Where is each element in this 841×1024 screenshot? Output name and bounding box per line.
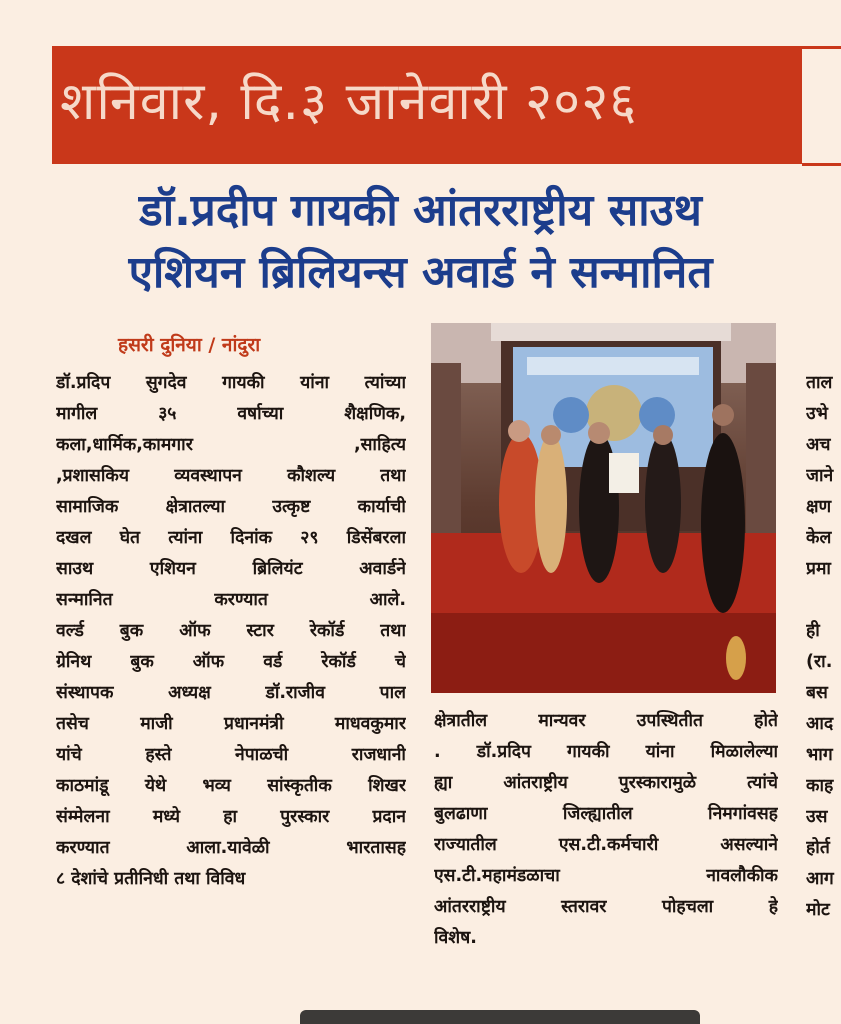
text-line: सन्मानित करण्यात आले. (56, 590, 406, 610)
text-line: क्षेत्रातील मान्यवर उपस्थितीत होते (434, 711, 778, 731)
text-line: जाने (806, 466, 834, 486)
headline-line-1: डॉ.प्रदीप गायकी आंतरराष्ट्रीय साउथ (139, 185, 702, 236)
text-line: विशेष. (434, 928, 477, 948)
text-line: करण्यात आला.यावेळी भारतासह (56, 838, 406, 858)
text-line: तसेच माजी प्रधानमंत्री माधवकुमार (56, 714, 406, 734)
text-line: अच (806, 435, 831, 455)
text-line: केल (806, 528, 832, 548)
text-line: ताल (806, 373, 833, 393)
text-line: ही (806, 621, 820, 641)
text-line: आग (806, 869, 834, 889)
text-line: होर्त (806, 838, 830, 858)
text-line: संस्थापक अध्यक्ष डॉ.राजीव पाल (56, 683, 406, 703)
article-column-1 (56, 368, 406, 895)
next-headline-fragment (300, 1010, 700, 1024)
adjacent-column-fragment (806, 368, 841, 926)
text-line: प्रमा (806, 559, 831, 579)
text-line: काठमांडू येथे भव्य सांस्कृतीक शिखर (56, 776, 406, 796)
date-banner-text: शनिवार, दि.३ जानेवारी २०२६ (60, 72, 638, 132)
text-line: उभे (806, 404, 828, 424)
text-line: आद (806, 714, 834, 734)
top-rule (802, 46, 841, 49)
text-line: काह (806, 776, 834, 796)
award-ceremony-photo (431, 323, 776, 693)
text-line: संम्मेलना मध्ये हा पुरस्कार प्रदान (56, 807, 406, 827)
text-line: राज्यातील एस.टी.कर्मचारी असल्याने (434, 835, 778, 855)
text-line: ,प्रशासकिय व्यवस्थापन कौशल्य तथा (56, 466, 406, 486)
text-line: साउथ एशियन ब्रिलियंट अवार्डने (56, 559, 406, 579)
article-column-2 (434, 706, 778, 954)
text-line: भाग (806, 745, 833, 765)
text-line: मोट (806, 900, 830, 920)
text-line: आंतरराष्ट्रीय स्तरावर पोहचला हे (434, 897, 778, 917)
text-line: ह्या आंतराष्ट्रीय पुरस्कारामुळे त्यांचे (434, 773, 778, 793)
text-line: ग्रेनिथ बुक ऑफ वर्ड रेकॉर्ड चे (56, 652, 406, 672)
text-line: उस (806, 807, 828, 827)
text-line: बुलढाणा जिल्ह्यातील निमगांवसह (434, 804, 778, 824)
text-line: क्षण (806, 497, 832, 517)
text-line (806, 585, 841, 616)
text-line: एस.टी.महामंडळाचा नावलौकीक (434, 866, 778, 886)
text-line: ८ देशांचे प्रतीनिधी तथा विविध (56, 869, 246, 889)
text-line: वर्ल्ड बुक ऑफ स्टार रेकॉर्ड तथा (56, 621, 406, 641)
text-line: यांचे हस्ते नेपाळची राजधानी (56, 745, 406, 765)
byline: हसरी दुनिया / नांदुरा (118, 334, 261, 356)
headline-line-2: एशियन ब्रिलियन्स अवार्ड ने सन्मानित (128, 247, 713, 298)
text-line: मागील ३५ वर्षाच्या शैक्षणिक, (56, 404, 406, 424)
text-line: दखल घेत त्यांना दिनांक २९ डिसेंबरला (56, 528, 406, 548)
text-line: सामाजिक क्षेत्रातल्या उत्कृष्ट कार्याची (56, 497, 406, 517)
text-line: (रा. (806, 652, 833, 672)
text-line: डॉ.प्रदिप सुगदेव गायकी यांना त्यांच्या (56, 373, 406, 393)
text-line: बस (806, 683, 828, 703)
text-line: . डॉ.प्रदिप गायकी यांना मिळालेल्या (434, 742, 778, 762)
text-line: कला,धार्मिक,कामगार ,साहित्य (56, 435, 406, 455)
banner-rule (802, 163, 841, 166)
